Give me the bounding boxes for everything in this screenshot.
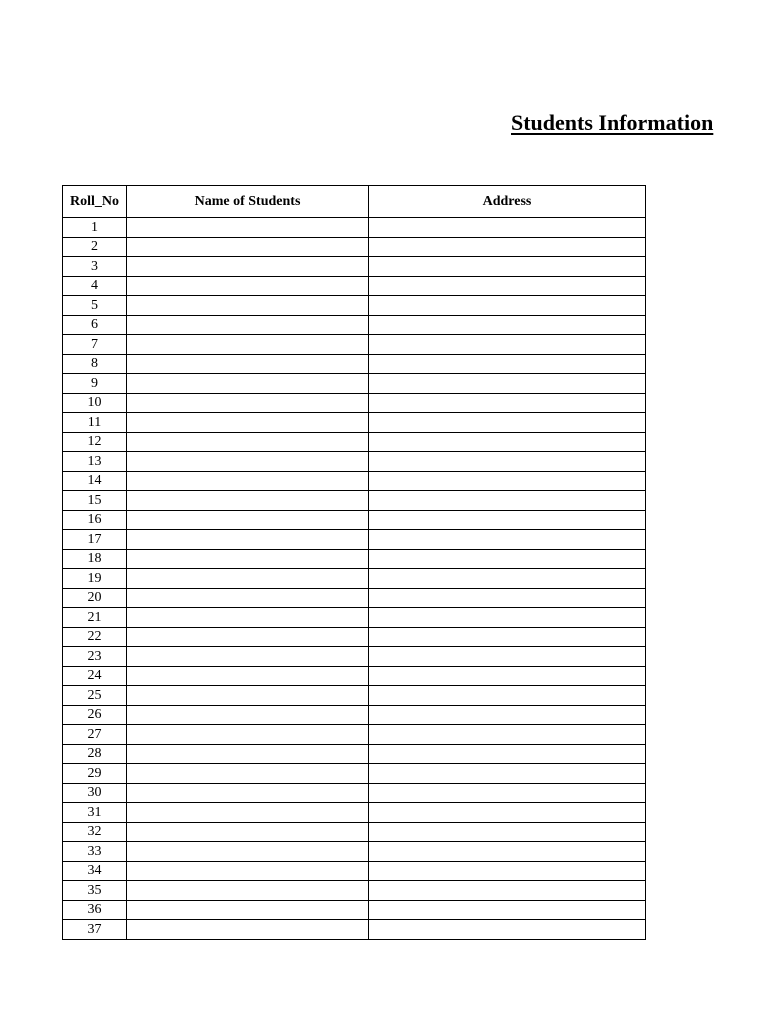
address-cell[interactable] — [369, 608, 646, 628]
table-body — [63, 218, 646, 940]
table-row — [63, 725, 646, 745]
address-cell[interactable] — [369, 549, 646, 569]
student-name-cell[interactable] — [127, 335, 369, 355]
address-cell[interactable] — [369, 218, 646, 238]
roll-no-cell: 26 — [63, 705, 127, 725]
table-row — [63, 900, 646, 920]
table-row — [63, 374, 646, 394]
table-row — [63, 296, 646, 316]
table-row — [63, 354, 646, 374]
address-cell[interactable] — [369, 588, 646, 608]
address-cell[interactable] — [369, 393, 646, 413]
header-roll-no: Roll_No — [63, 186, 127, 218]
roll-no-cell: 21 — [63, 608, 127, 628]
address-cell[interactable] — [369, 764, 646, 784]
address-cell[interactable] — [369, 861, 646, 881]
roll-no-cell: 33 — [63, 842, 127, 862]
student-name-cell[interactable] — [127, 627, 369, 647]
table-row — [63, 452, 646, 472]
roll-no-cell: 14 — [63, 471, 127, 491]
address-cell[interactable] — [369, 413, 646, 433]
student-name-cell[interactable] — [127, 530, 369, 550]
table-row — [63, 276, 646, 296]
address-cell[interactable] — [369, 315, 646, 335]
table-row — [63, 471, 646, 491]
table-row — [63, 510, 646, 530]
roll-no-cell: 18 — [63, 549, 127, 569]
header-name-of-students: Name of Students — [127, 186, 369, 218]
address-cell[interactable] — [369, 627, 646, 647]
address-cell[interactable] — [369, 530, 646, 550]
students-table — [62, 185, 646, 940]
address-cell[interactable] — [369, 471, 646, 491]
student-name-cell[interactable] — [127, 257, 369, 277]
student-name-cell[interactable] — [127, 920, 369, 940]
address-cell[interactable] — [369, 296, 646, 316]
roll-no-cell: 23 — [63, 647, 127, 667]
table-row — [63, 861, 646, 881]
roll-no-cell: 3 — [63, 257, 127, 277]
address-cell[interactable] — [369, 491, 646, 511]
table-row — [63, 647, 646, 667]
table-row — [63, 686, 646, 706]
table-row — [63, 588, 646, 608]
roll-no-cell: 13 — [63, 452, 127, 472]
table-row — [63, 666, 646, 686]
table-row — [63, 530, 646, 550]
roll-no-cell: 8 — [63, 354, 127, 374]
address-cell[interactable] — [369, 569, 646, 589]
table-row — [63, 491, 646, 511]
table-row — [63, 413, 646, 433]
table-row — [63, 627, 646, 647]
address-cell[interactable] — [369, 822, 646, 842]
roll-no-cell: 36 — [63, 900, 127, 920]
header-address: Address — [369, 186, 646, 218]
roll-no-cell: 35 — [63, 881, 127, 901]
address-cell[interactable] — [369, 881, 646, 901]
roll-no-cell: 10 — [63, 393, 127, 413]
roll-no-cell: 15 — [63, 491, 127, 511]
table-row — [63, 237, 646, 257]
student-name-cell[interactable] — [127, 276, 369, 296]
student-name-cell[interactable] — [127, 510, 369, 530]
student-name-cell[interactable] — [127, 218, 369, 238]
student-name-cell[interactable] — [127, 666, 369, 686]
roll-no-cell: 29 — [63, 764, 127, 784]
student-name-cell[interactable] — [127, 452, 369, 472]
address-cell[interactable] — [369, 335, 646, 355]
table-row — [63, 315, 646, 335]
student-name-cell[interactable] — [127, 900, 369, 920]
address-cell[interactable] — [369, 354, 646, 374]
roll-no-cell: 27 — [63, 725, 127, 745]
header-row — [63, 186, 646, 218]
address-cell[interactable] — [369, 920, 646, 940]
student-name-cell[interactable] — [127, 549, 369, 569]
roll-no-cell: 20 — [63, 588, 127, 608]
student-name-cell[interactable] — [127, 432, 369, 452]
address-cell[interactable] — [369, 432, 646, 452]
address-cell[interactable] — [369, 783, 646, 803]
roll-no-cell: 6 — [63, 315, 127, 335]
student-name-cell[interactable] — [127, 725, 369, 745]
roll-no-cell: 37 — [63, 920, 127, 940]
student-name-cell[interactable] — [127, 783, 369, 803]
address-cell[interactable] — [369, 900, 646, 920]
roll-no-cell: 31 — [63, 803, 127, 823]
table-row — [63, 744, 646, 764]
address-cell[interactable] — [369, 666, 646, 686]
student-name-cell[interactable] — [127, 413, 369, 433]
table-row — [63, 218, 646, 238]
student-name-cell[interactable] — [127, 705, 369, 725]
roll-no-cell: 34 — [63, 861, 127, 881]
student-name-cell[interactable] — [127, 569, 369, 589]
address-cell[interactable] — [369, 725, 646, 745]
table-row — [63, 842, 646, 862]
table-row — [63, 764, 646, 784]
student-name-cell[interactable] — [127, 588, 369, 608]
student-name-cell[interactable] — [127, 881, 369, 901]
student-name-cell[interactable] — [127, 608, 369, 628]
roll-no-cell: 4 — [63, 276, 127, 296]
student-name-cell[interactable] — [127, 491, 369, 511]
roll-no-cell: 25 — [63, 686, 127, 706]
student-name-cell[interactable] — [127, 296, 369, 316]
roll-no-cell: 32 — [63, 822, 127, 842]
student-name-cell[interactable] — [127, 315, 369, 335]
table-row — [63, 881, 646, 901]
roll-no-cell: 12 — [63, 432, 127, 452]
student-name-cell[interactable] — [127, 764, 369, 784]
roll-no-cell: 1 — [63, 218, 127, 238]
table-row — [63, 705, 646, 725]
student-name-cell[interactable] — [127, 744, 369, 764]
address-cell[interactable] — [369, 276, 646, 296]
page-title: Students Information — [511, 110, 714, 135]
roll-no-cell: 30 — [63, 783, 127, 803]
table-row — [63, 569, 646, 589]
roll-no-cell: 9 — [63, 374, 127, 394]
table-row — [63, 822, 646, 842]
address-cell[interactable] — [369, 803, 646, 823]
address-cell[interactable] — [369, 647, 646, 667]
roll-no-cell: 16 — [63, 510, 127, 530]
student-name-cell[interactable] — [127, 861, 369, 881]
roll-no-cell: 19 — [63, 569, 127, 589]
title-container — [440, 106, 714, 142]
table-row — [63, 432, 646, 452]
table-row — [63, 803, 646, 823]
roll-no-cell: 2 — [63, 237, 127, 257]
roll-no-cell: 22 — [63, 627, 127, 647]
student-name-cell[interactable] — [127, 354, 369, 374]
address-cell[interactable] — [369, 510, 646, 530]
roll-no-cell: 11 — [63, 413, 127, 433]
address-cell[interactable] — [369, 257, 646, 277]
roll-no-cell: 5 — [63, 296, 127, 316]
address-cell[interactable] — [369, 705, 646, 725]
student-name-cell[interactable] — [127, 374, 369, 394]
address-cell[interactable] — [369, 374, 646, 394]
roll-no-cell: 7 — [63, 335, 127, 355]
address-cell[interactable] — [369, 744, 646, 764]
student-name-cell[interactable] — [127, 822, 369, 842]
student-name-cell[interactable] — [127, 803, 369, 823]
table-row — [63, 608, 646, 628]
address-cell[interactable] — [369, 452, 646, 472]
table-row — [63, 920, 646, 940]
roll-no-cell: 28 — [63, 744, 127, 764]
student-name-cell[interactable] — [127, 842, 369, 862]
table-row — [63, 393, 646, 413]
student-name-cell[interactable] — [127, 471, 369, 491]
address-cell[interactable] — [369, 842, 646, 862]
table-row — [63, 335, 646, 355]
student-name-cell[interactable] — [127, 686, 369, 706]
roll-no-cell: 17 — [63, 530, 127, 550]
student-name-cell[interactable] — [127, 237, 369, 257]
table-row — [63, 257, 646, 277]
address-cell[interactable] — [369, 237, 646, 257]
table-row — [63, 783, 646, 803]
address-cell[interactable] — [369, 686, 646, 706]
table-row — [63, 549, 646, 569]
student-name-cell[interactable] — [127, 393, 369, 413]
roll-no-cell: 24 — [63, 666, 127, 686]
student-name-cell[interactable] — [127, 647, 369, 667]
